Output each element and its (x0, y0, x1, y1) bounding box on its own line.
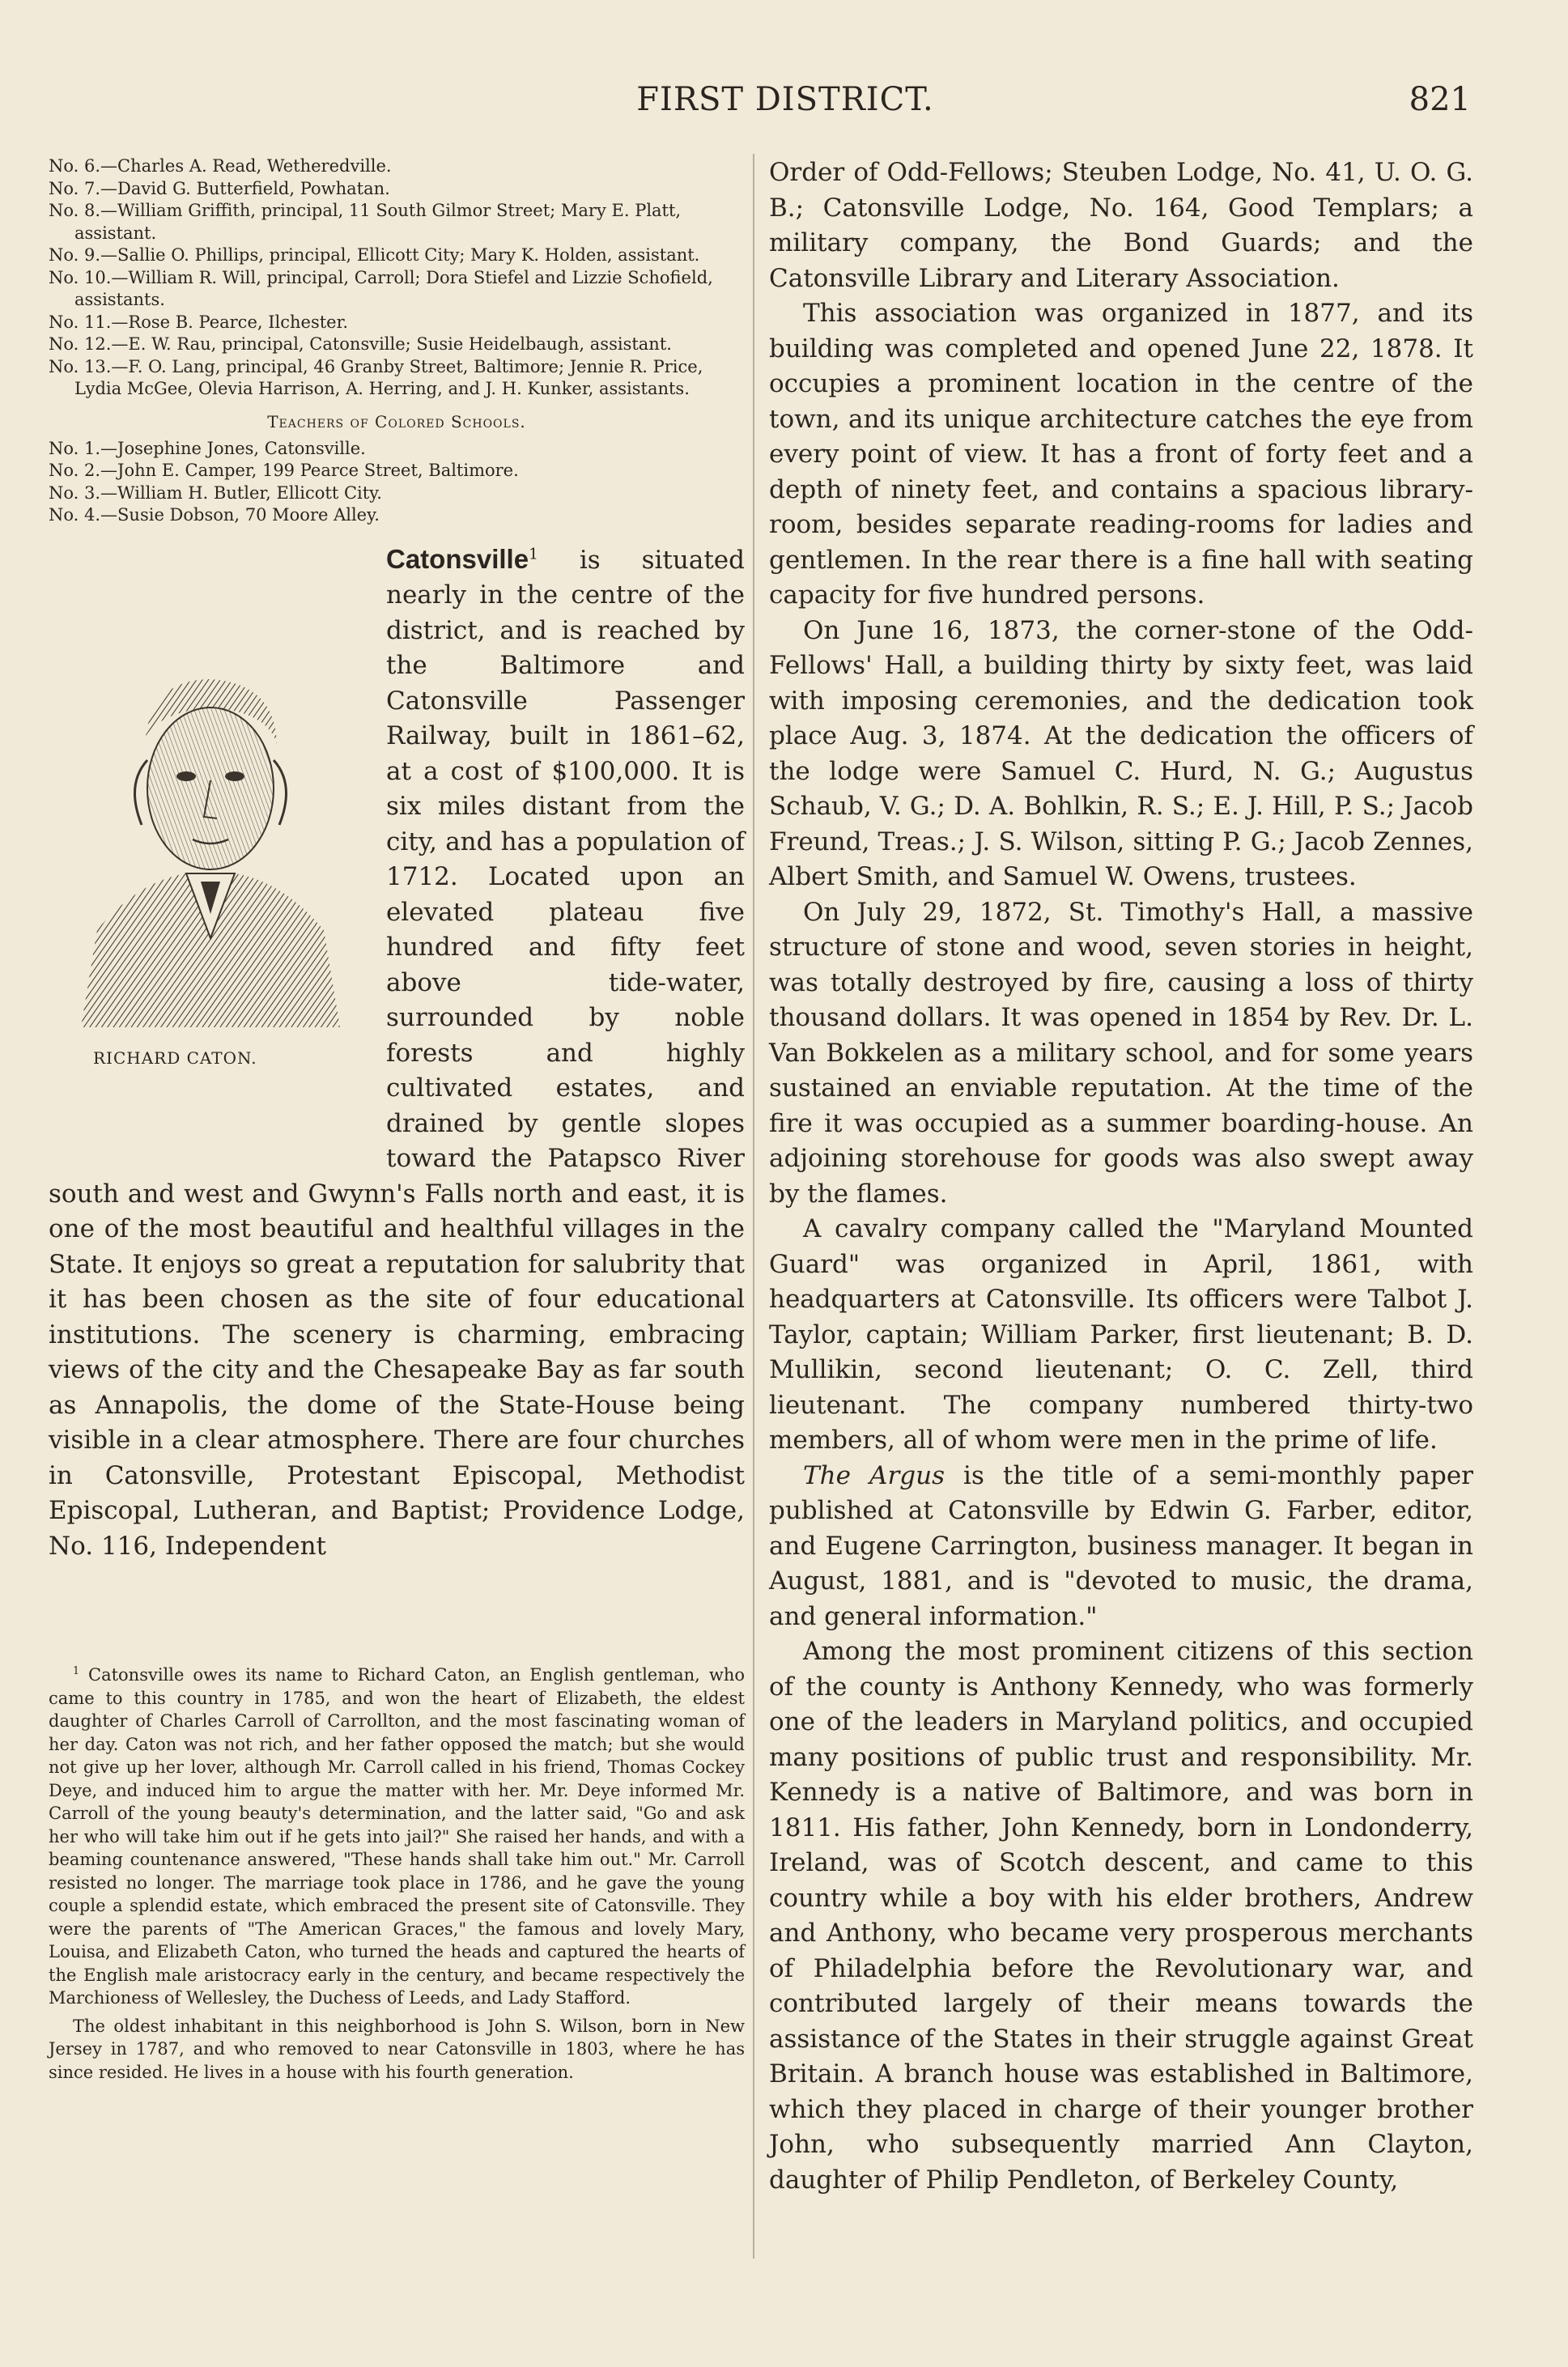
paragraph: A cavalry company called the "Maryland Mounted Guard" was organized in April, 1861, with headquarters at Catonsville. Its officers were Talbot J. Taylor, captain; William Parker, first lieutenant; B. D. Mullikin, second lieutenant; O. C. Zell, third lieutenant. The company numbered thirty-two members, all of whom were men in the prime of life. (769, 1214, 1473, 1455)
paragraph: This association was organized in 1877, and its building was completed and opened June 22, 1878. It occupies a prominent location in the centre of the town, and its unique architecture catches the eye from every point of view. It has a front of forty feet and a depth of ninety feet, and contains a spacious library-room, besides separate reading-rooms for ladies and gentlemen. In the rear there is a fine hall with seating capacity for five hundred persons. (769, 299, 1473, 610)
list-item: No. 9.—Sallie O. Phillips, principal, Ellicott City; Mary K. Holden, assistant. (49, 245, 700, 265)
column-divider (753, 154, 754, 2259)
list-item: No. 2.—John E. Camper, 199 Pearce Street, Baltimore. (49, 461, 519, 480)
footnote-mark: 1 (73, 1664, 80, 1676)
colored-teachers-list (49, 438, 745, 527)
list-item: No. 7.—David G. Butterfield, Powhatan. (49, 178, 390, 198)
footnotes (49, 1664, 745, 2084)
footnote-1 (49, 1664, 745, 2010)
list-item: No. 1.—Josephine Jones, Catonsville. (49, 438, 366, 458)
paragraph (769, 1459, 1473, 1635)
portrait-figure (49, 542, 376, 1149)
paragraph: On June 16, 1873, the corner-stone of the Odd-Fellows' Hall, a building thirty by sixty feet, was laid with imposing ceremonies, and the dedication took place Aug. 3, 1874. At the dedication the officers of the lodge were Samuel C. Hurd, N. G.; Augustus Schaub, V. G.; D. A. Bohlkin, R. S.; E. J. Hill, P. S.; Jacob Freund, Treas.; J. S. Wilson, sitting P. G.; Jacob Zennes, Albert Smith, and Samuel W. Owens, trustees. (769, 615, 1473, 891)
list-item: No. 3.—William H. Butler, Ellicott City. (49, 482, 382, 503)
teachers-list (49, 155, 745, 401)
catonsville-section (49, 542, 745, 1565)
list-item: No. 10.—William R. Will, principal, Carroll; Dora Stiefel and Lizzie Schofield, assistants. (49, 267, 713, 309)
list-item: No. 13.—F. O. Lang, principal, 46 Granby Street, Baltimore; Jennie R. Price, Lydia McGee, Olevia Harrison, A. Herring, and J. H. Kunker, assistants. (49, 356, 703, 398)
list-item: No. 11.—Rose B. Pearce, Ilchester. (49, 312, 349, 332)
paragraph: Among the most prominent citizens of this section of the county is Anthony Kennedy, who was formerly one of the leaders in Maryland politics, and occupied many positions of public trust and responsibility. Mr. Kennedy is a native of Baltimore, and was born in 1811. His father, John Kennedy, born in Londonderry, Ireland, was of Scotch descent, and came to this country while a boy with his elder brothers, Andrew and Anthony, who became very prosperous merchants of Philadelphia before the Revolutionary war, and contributed largely of their means towards the assistance of the States in their struggle against Great Britain. A branch house was established in Baltimore, which they placed in charge of their younger brother John, who subsequently married Ann Clayton, daughter of Philip Pendleton, of Berkeley County, (769, 1637, 1473, 2195)
newspaper-title: The Argus (803, 1460, 945, 1490)
portrait-caption: RICHARD CATON. (93, 1048, 257, 1068)
colored-schools-heading: Teachers of Colored Schools. (267, 411, 526, 431)
left-column (49, 155, 745, 1564)
list-item: No. 12.—E. W. Rau, principal, Catonsville; Susie Heidelbaugh, assistant. (49, 334, 672, 354)
portrait-engraving (65, 639, 356, 1027)
list-item: No. 4.—Susie Dobson, 70 Moore Alley. (49, 505, 380, 525)
list-item: No. 8.—William Griffith, principal, 11 South Gilmor Street; Mary E. Platt, assistant. (49, 201, 682, 243)
paragraph-text: is the title of a semi-monthly paper published at Catonsville by Edwin G. Farber, editor, and Eugene Carrington, business manager. It began in August, 1881, and is "devoted to music, the drama, and general information." (769, 1460, 1473, 1631)
list-item: No. 6.—Charles A. Read, Wetheredville. (49, 156, 392, 176)
catonsville-lead: Catonsville (386, 543, 529, 574)
footnote-text: Catonsville owes its name to Richard Caton, an English gentleman, who came to this country in 1785, and won the heart of Elizabeth, the eldest daughter of Charles Carroll of Carrollton, and the most fascinating woman of her day. Caton was not rich, and her father opposed the match; but she would not give up her lover, although Mr. Carroll called in his friend, Thomas Cockey Deye, and induced him to argue the matter with her. Mr. Deye informed Mr. Carroll of the young beauty's determination, and the latter said, "Go and ask her who will take him out if he gets into jail?" She raised her hands, and with a beaming countenance answered, "These hands shall take him out." Mr. Carroll resisted no longer. The marriage took place in 1786, and he gave the young couple a splendid estate, which embraced the present site of Catonsville. They were the parents of "The American Graces," the famous and lovely Mary, Louisa, and Elizabeth Caton, who turned the heads and captured the hearts of the English male aristocracy early in the century, and became respectively the Marchioness of Wellesley, the Duchess of Leeds, and Lady Stafford. (49, 1665, 745, 2008)
page-title: FIRST DISTRICT. (636, 81, 934, 118)
catonsville-text: is situated nearly in the centre of the district, and is reached by the Baltimore and Catonsville Passenger Railway, built in 1861–62, at a cost of $100,000. It is six miles distant from the city, and has a population of 1712. Located upon an elevated plateau five hundred and fifty feet above tide-water, surrounded by noble forests and highly cultivated estates, and drained by gentle slopes toward the Patapsco River south and west and Gwynn's Falls north and east, it is one of the most beautiful and healthful villages in the State. It enjoys so great a reputation for salubrity that it has been chosen as the site of four educational institutions. The scenery is charming, embracing views of the city and the Chesapeake Bay as far south as Annapolis, the dome of the State-House being visible in a clear atmosphere. There are four churches in Catonsville, Protestant Episcopal, Methodist Episcopal, Lutheran, and Baptist; Providence Lodge, No. 116, Independent (49, 545, 745, 1561)
paragraph: On July 29, 1872, St. Timothy's Hall, a massive structure of stone and wood, seven stories in height, was totally destroyed by fire, causing a loss of thirty thousand dollars. It was opened in 1854 by Rev. Dr. L. Van Bokkelen as a military school, and for some years sustained an enviable reputation. At the time of the fire it was occupied as a summer boarding-house. An adjoining storehouse for goods was also swept away by the flames. (769, 897, 1473, 1209)
footnote-2: The oldest inhabitant in this neighborhood is John S. Wilson, born in New Jersey in 1787, and who removed to near Catonsville in 1803, where he has since resided. He lives in a house with his fourth generation. (49, 2016, 745, 2082)
paragraph: Order of Odd-Fellows; Steuben Lodge, No. 41, U. O. G. B.; Catonsville Lodge, No. 164, Good Templars; a military company, the Bond Guards; and the Catonsville Library and Literary Association. (769, 158, 1473, 293)
running-header (0, 81, 1568, 121)
page-number: 821 (1409, 81, 1471, 118)
right-column (769, 155, 1473, 2198)
footnote-reference: 1 (529, 546, 538, 563)
